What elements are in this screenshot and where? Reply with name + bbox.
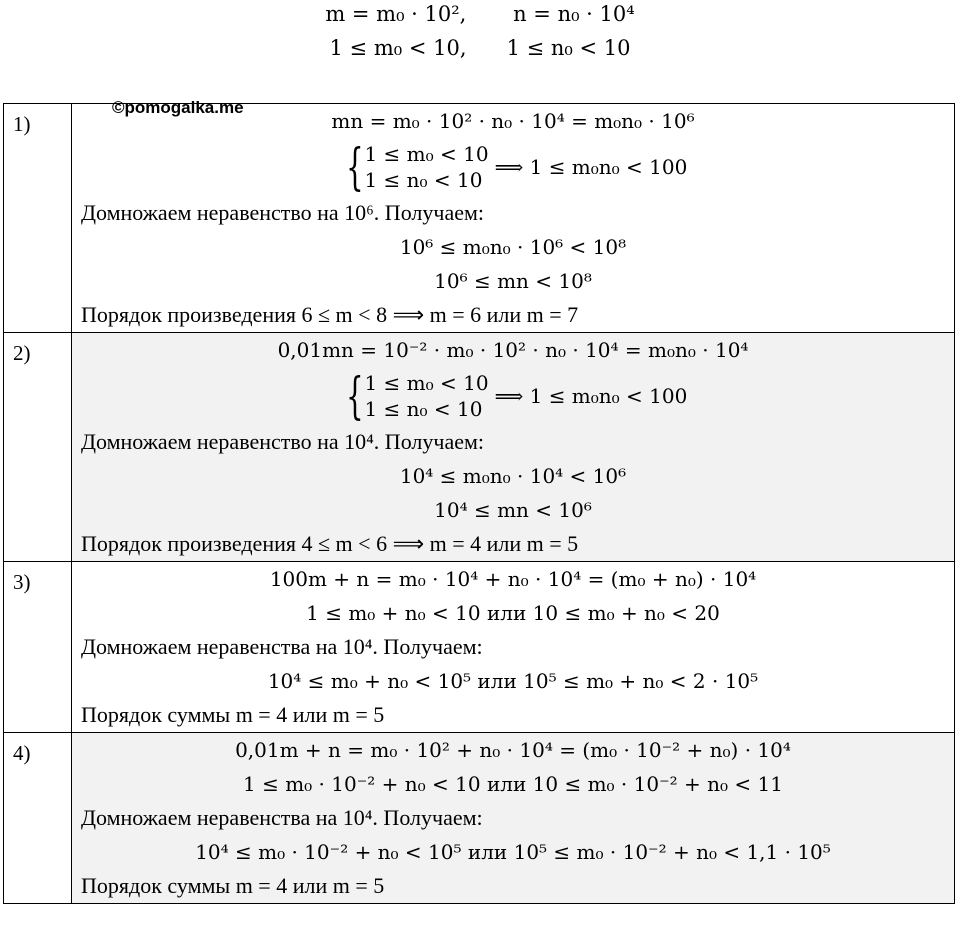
watermark: ©pomogalka.me [112, 98, 244, 117]
solution-row-2 [4, 333, 955, 562]
row-number: 1) [4, 104, 72, 333]
conclusion-text: Порядок суммы m = 4 или m = 5 [81, 702, 385, 727]
system-result: ⟹ 1 ≤ m₀n₀ < 100 [494, 155, 688, 179]
explanation-text: Домножаем неравенства на 10⁴. Получаем: [81, 805, 483, 830]
definition-line-2: 1 ≤ m₀ < 10, 1 ≤ n₀ < 10 [329, 36, 631, 60]
solution-table [3, 98, 955, 904]
row-number: 4) [4, 733, 72, 904]
given-definitions [0, 0, 960, 100]
equation-product: 0,01mn = 10⁻² · m₀ · 10² · n₀ · 10⁴ = m₀n₀ · 10⁴ [277, 338, 749, 362]
inequality-system [72, 138, 954, 196]
inequality-line: 10⁴ ≤ mn < 10⁶ [434, 498, 592, 522]
conclusion-text: Порядок суммы m = 4 или m = 5 [81, 873, 385, 898]
solution-row-4 [4, 733, 955, 904]
equation-product: mn = m₀ · 10² · n₀ · 10⁴ = m₀n₀ · 10⁶ [331, 109, 695, 133]
system-result: ⟹ 1 ≤ m₀n₀ < 100 [494, 384, 688, 408]
inequality-line: 10⁶ ≤ m₀n₀ · 10⁶ < 10⁸ [399, 235, 627, 259]
inequality-line: 10⁶ ≤ mn < 10⁸ [434, 269, 592, 293]
conclusion-text: Порядок произведения 4 ≤ m < 6 ⟹ m = 4 или m = 5 [81, 531, 579, 556]
row-content [72, 562, 955, 733]
system-line-b: 1 ≤ n₀ < 10 [364, 168, 483, 192]
inequality-line: 1 ≤ m₀ · 10⁻² + n₀ < 10 или 10 ≤ m₀ · 10⁻² + n₀ < 11 [243, 772, 783, 796]
inequality-line: 10⁴ ≤ m₀ + n₀ < 10⁵ или 10⁵ ≤ m₀ + n₀ < 2 · 10⁵ [267, 669, 759, 693]
inequality-line: 10⁴ ≤ m₀n₀ · 10⁴ < 10⁶ [399, 464, 627, 488]
definition-line-1: m = m₀ · 10², n = n₀ · 10⁴ [325, 2, 635, 26]
row-content [72, 733, 955, 904]
brace-icon: { [345, 367, 364, 425]
row-number: 2) [4, 333, 72, 562]
explanation-text: Домножаем неравенство на 10⁴. Получаем: [81, 429, 485, 454]
equation-sum: 0,01m + n = m₀ · 10² + n₀ · 10⁴ = (m₀ · 10⁻² + n₀) · 10⁴ [235, 738, 791, 762]
explanation-text: Домножаем неравенство на 10⁶. Получаем: [81, 200, 485, 225]
inequality-line: 10⁴ ≤ m₀ · 10⁻² + n₀ < 10⁵ или 10⁵ ≤ m₀ · 10⁻² + n₀ < 1,1 · 10⁵ [195, 840, 831, 864]
row-number: 3) [4, 562, 72, 733]
inequality-system [72, 367, 954, 425]
solution-row-1 [4, 104, 955, 333]
explanation-text: Домножаем неравенства на 10⁴. Получаем: [81, 634, 483, 659]
inequality-line: 1 ≤ m₀ + n₀ < 10 или 10 ≤ m₀ + n₀ < 20 [306, 601, 720, 625]
equation-sum: 100m + n = m₀ · 10⁴ + n₀ · 10⁴ = (m₀ + n₀) · 10⁴ [269, 567, 757, 591]
system-line-a: 1 ≤ m₀ < 10 [364, 371, 489, 395]
system-line-b: 1 ≤ n₀ < 10 [364, 397, 483, 421]
conclusion-text: Порядок произведения 6 ≤ m < 8 ⟹ m = 6 или m = 7 [81, 302, 579, 327]
brace-icon: { [345, 138, 364, 196]
row-content [72, 333, 955, 562]
row-content [72, 98, 955, 333]
system-line-a: 1 ≤ m₀ < 10 [364, 142, 489, 166]
solution-row-3 [4, 562, 955, 733]
